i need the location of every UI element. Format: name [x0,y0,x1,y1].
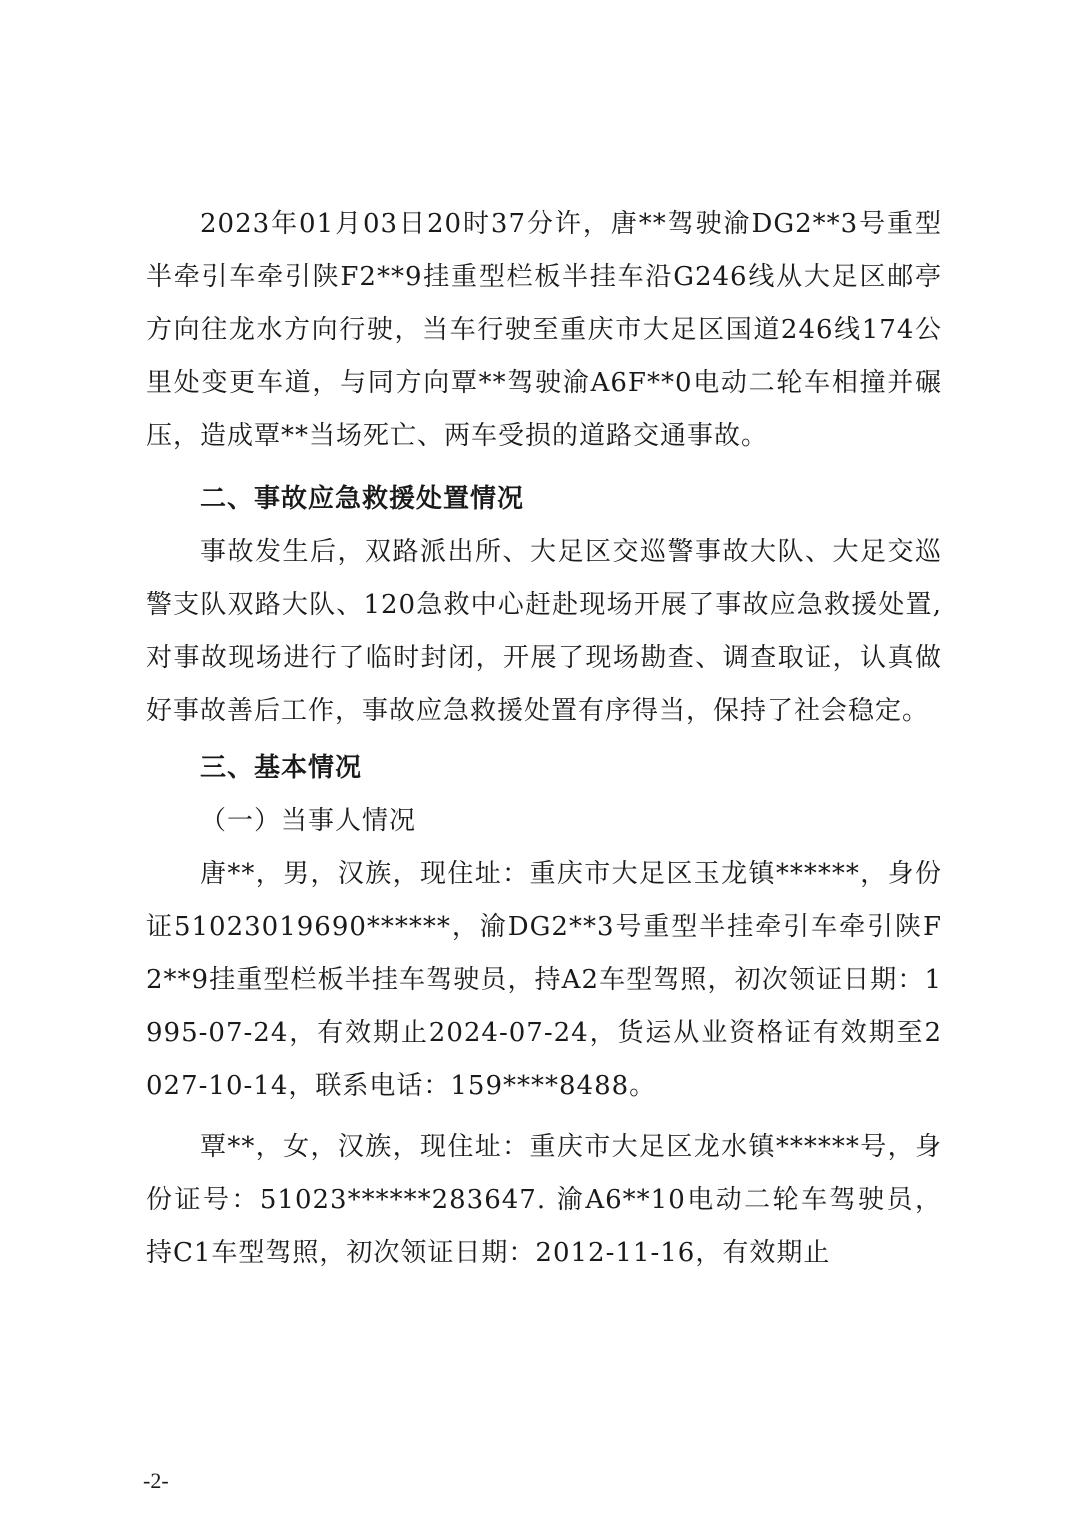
subsection-heading-parties: （一）当事人情况 [200,806,417,836]
section-heading-emergency-rescue: 二、事故应急救援处置情况 [200,484,525,514]
section-heading-basic-info: 三、基本情况 [200,753,363,783]
emergency-rescue-paragraph: 事故发生后，双路派出所、大足区交巡警事故大队、大足交巡警支队双路大队、120急救中心赶赴现场开展了事故应急救援处置,对事故现场进行了临时封闭，开展了现场勘查、调查取证，认真做好事故善后工作，事故应急救援处置有序得当，保持了社会稳定。 [146,537,942,726]
party-qin-paragraph: 覃**，女，汉族，现住址：重庆市大足区龙水镇******号，身份证号：51023******283647. 渝A6**10电动二轮车驾驶员，持C1车型驾照，初次领证日期：2012-11-16，有效期止 [146,1132,942,1268]
spacer [146,1113,942,1121]
party-tang-paragraph: 唐**，男，汉族，现住址：重庆市大足区玉龙镇******，身份证51023019690******，渝DG2**3号重型半挂牵引车牵引陕F2**9挂重型栏板半挂车驾驶员，持A2车型驾照，初次领证日期：1995-07-24，有效期止2024-07-24，货运从业资格证有效期至2027-10-14，联系电话：159****8488。 [146,859,942,1101]
page-number: -2- [143,1468,169,1493]
spacer [146,463,942,473]
accident-summary-paragraph: 2023年01月03日20时37分许，唐**驾驶渝DG2**3号重型半牵引车牵引陕F2**9挂重型栏板半挂车沿G246线从大足区邮亭方向往龙水方向行驶，当车行驶至重庆市大足区国道246线174公里处变更车道，与同方向覃**驾驶渝A6F**0电动二轮车相撞并碾压，造成覃**当场死亡、两车受损的道路交通事故。 [146,209,942,451]
document-body [146,198,942,1280]
